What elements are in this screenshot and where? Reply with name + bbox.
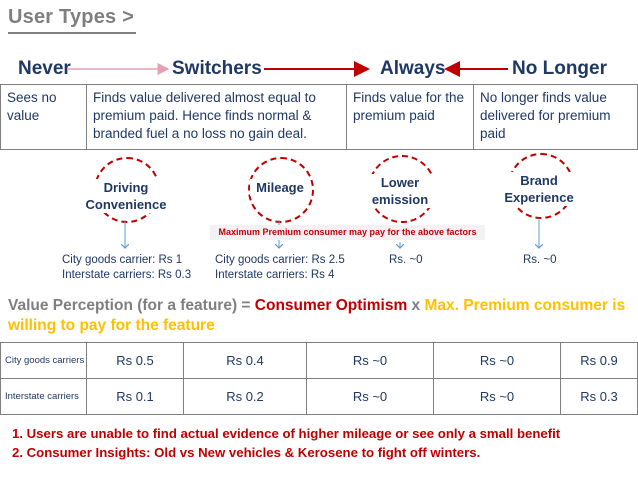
factor-label-driving: Driving Convenience <box>80 179 172 213</box>
value-perception-formula <box>8 296 636 336</box>
row-label-city: City goods carriers <box>1 343 87 379</box>
table-cell: Rs 0.3 <box>561 379 638 415</box>
formula-max-pay: Max. Premium consumer is willing to pay for the feature <box>8 297 626 334</box>
user-type-description-table <box>0 84 638 150</box>
formula-multiply: x <box>407 297 425 314</box>
insight-notes <box>12 424 632 462</box>
title-underline <box>8 32 136 34</box>
price-driving-city: City goods carrier: Rs 1 <box>62 254 183 266</box>
user-type-no-longer: No Longer <box>512 58 607 79</box>
user-type-switchers: Switchers <box>172 58 262 79</box>
factor-label-mileage: Mileage <box>250 179 310 196</box>
table-cell: Rs ~0 <box>307 379 434 415</box>
price-mileage-interstate: Interstate carriers: Rs 4 <box>215 269 335 281</box>
user-type-always: Always <box>380 58 446 79</box>
table-cell: Rs 0.9 <box>561 343 638 379</box>
desc-never: Sees no value <box>1 85 87 150</box>
table-cell: Rs 0.4 <box>184 343 307 379</box>
desc-no-longer: No longer finds value delivered for premium paid <box>474 85 638 150</box>
table-cell: Rs 0.5 <box>87 343 184 379</box>
table-cell: Rs ~0 <box>434 343 561 379</box>
row-label-interstate: Interstate carriers <box>1 379 87 415</box>
price-driving-interstate: Interstate carriers: Rs 0.3 <box>62 269 192 281</box>
page-title: User Types > <box>8 6 134 28</box>
table-cell: Rs 0.2 <box>184 379 307 415</box>
user-type-never: Never <box>18 58 71 79</box>
value-perception-table <box>0 342 638 415</box>
price-emission: Rs. ~0 <box>389 254 423 266</box>
list-item: 2. Consumer Insights: Old vs New vehicles & Kerosene to fight off winters. <box>12 445 481 460</box>
table-row <box>1 343 638 379</box>
factor-label-brand: Brand Experience <box>496 172 582 206</box>
formula-prefix: Value Perception (for a feature) = <box>8 297 255 314</box>
table-cell: Rs ~0 <box>434 379 561 415</box>
flow-arrows <box>0 55 638 83</box>
formula-optimism: Consumer Optimism <box>254 297 408 314</box>
table-cell: Rs 0.1 <box>87 379 184 415</box>
desc-switchers: Finds value delivered almost equal to premium paid. Hence finds normal & branded fuel a no loss no gain deal. <box>87 85 347 150</box>
price-brand: Rs. ~0 <box>523 254 557 266</box>
table-cell: Rs ~0 <box>307 343 434 379</box>
max-premium-note: Maximum Premium consumer may pay for the above factors <box>210 225 485 240</box>
table-row <box>1 379 638 415</box>
desc-always: Finds value for the premium paid <box>347 85 474 150</box>
factor-label-emission: Lower emission <box>364 174 436 208</box>
list-item: 1. Users are unable to find actual evidence of higher mileage or see only a small benefit <box>12 426 561 441</box>
price-mileage-city: City goods carrier: Rs 2.5 <box>215 254 345 266</box>
